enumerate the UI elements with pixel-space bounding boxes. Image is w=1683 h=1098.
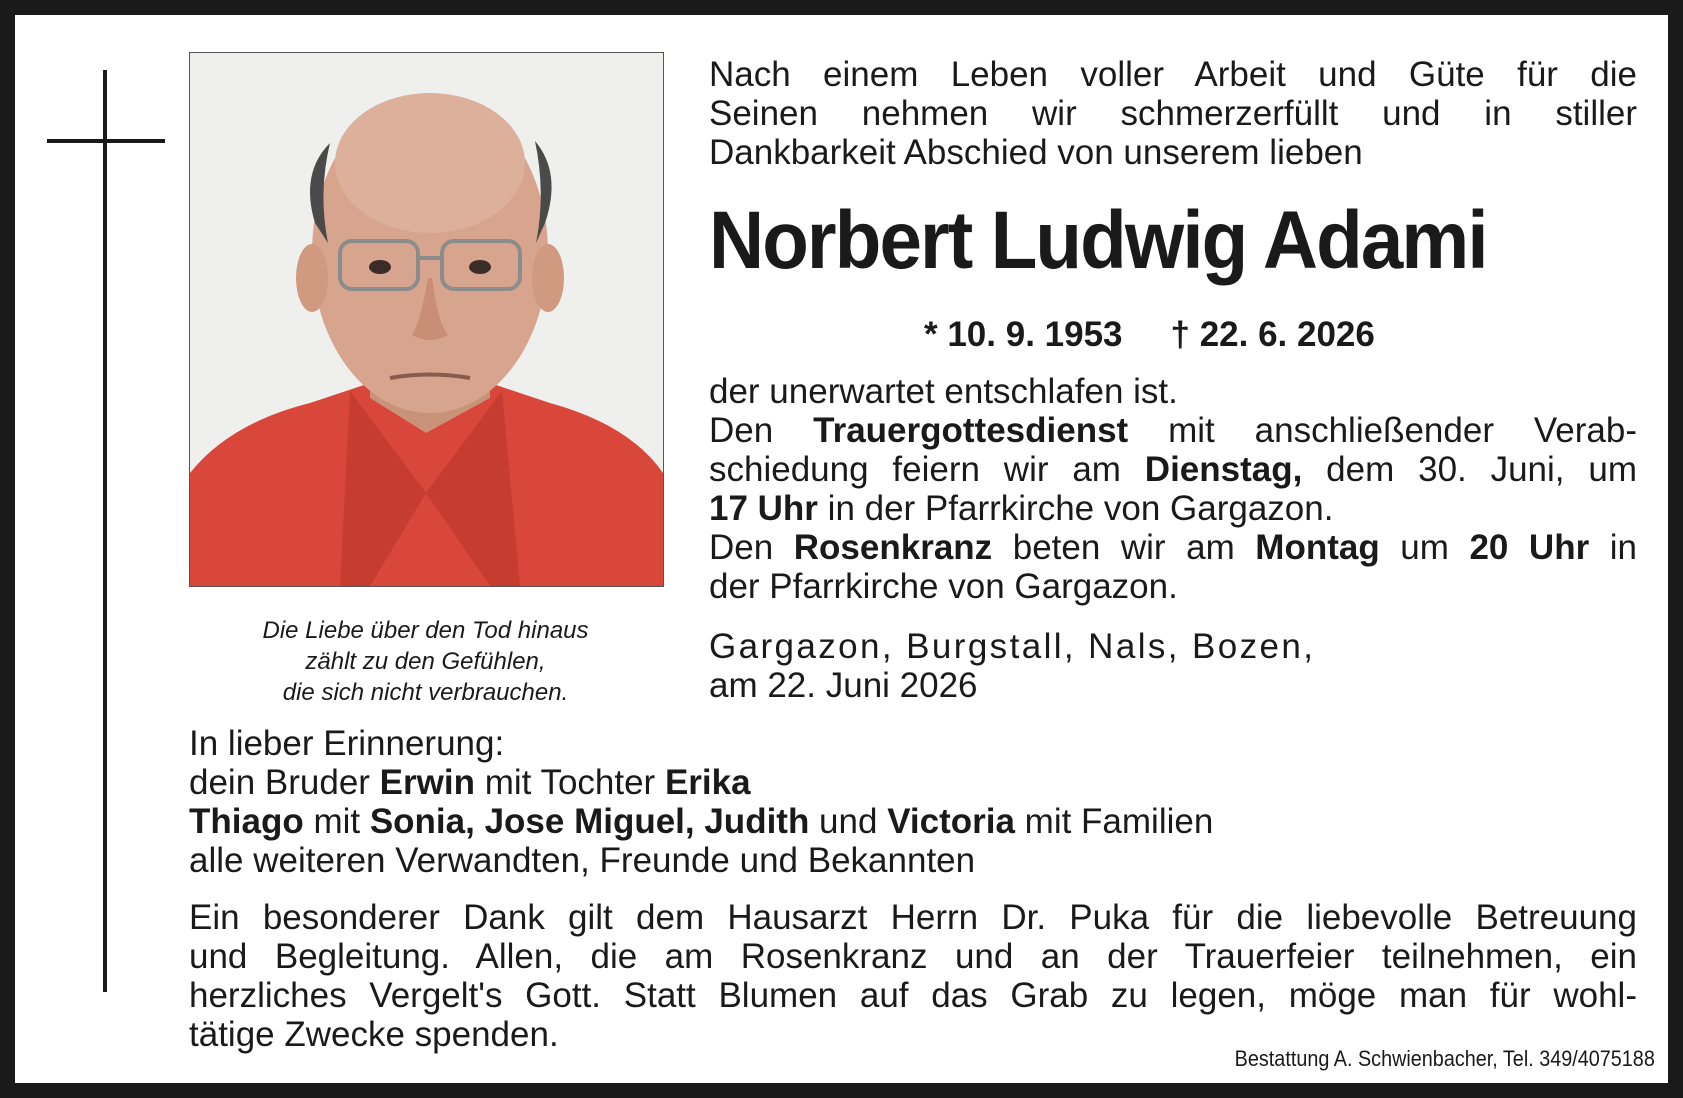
- caption-line: zählt zu den Gefühlen,: [305, 648, 546, 675]
- place-line: Gargazon, Burgstall, Nals, Bozen,: [709, 627, 1316, 666]
- thanks-line: Ein besonderer Dank gilt dem Hausarzt Herrn Dr. Puka für die liebevolle Betreuung: [189, 898, 1637, 937]
- thanks-line: tätige Zwecke spenden.: [189, 1015, 559, 1054]
- caption-line: Die Liebe über den Tod hinaus: [262, 617, 589, 644]
- announcement-line: 17 Uhr in der Pfarrkirche von Gargazon.: [709, 489, 1334, 528]
- announcement-line: der Pfarrkirche von Gargazon.: [709, 567, 1178, 606]
- announcement-line: schiedung feiern wir am Dienstag, dem 30. Juni, um: [709, 450, 1637, 489]
- photo-caption: [189, 615, 662, 708]
- death-date: † 22. 6. 2026: [1170, 315, 1375, 354]
- announcement-text: [709, 372, 1637, 606]
- date-line: am 22. Juni 2026: [709, 666, 978, 705]
- cross-icon-bar: [47, 139, 165, 143]
- mourners-list: [189, 724, 1639, 880]
- thanks-line: und Begleitung. Allen, die am Rosenkranz und an der Trauerfeier teilnehmen, ein: [189, 937, 1637, 976]
- announcement-line: Den Trauergottesdienst mit anschließender Verab-: [709, 411, 1637, 450]
- place-date: [709, 627, 1637, 705]
- mourners-heading: In lieber Erinnerung:: [189, 724, 505, 763]
- mourners-line: alle weiteren Verwandten, Freunde und Bekannten: [189, 841, 976, 880]
- cross-icon: [103, 70, 107, 992]
- intro-line: Seinen nehmen wir schmerzerfüllt und in stiller: [709, 94, 1637, 133]
- undertaker-contact: Bestattung A. Schwienbacher, Tel. 349/4075188: [1234, 1046, 1655, 1071]
- thanks-text: [189, 898, 1637, 1054]
- intro-line: Nach einem Leben voller Arbeit und Güte für die: [709, 55, 1637, 94]
- announcement-line: Den Rosenkranz beten wir am Montag um 20 Uhr in: [709, 528, 1638, 567]
- caption-line: die sich nicht verbrauchen.: [282, 679, 569, 706]
- mourners-line: Thiago mit Sonia, Jose Miguel, Judith und Victoria mit Familien: [189, 802, 1214, 841]
- deceased-name: Norbert Ludwig Adami: [709, 195, 1487, 286]
- announcement-line: der unerwartet entschlafen ist.: [709, 372, 1178, 411]
- intro-text: [709, 55, 1637, 172]
- birth-date: * 10. 9. 1953: [924, 315, 1123, 354]
- mourners-line: dein Bruder Erwin mit Tochter Erika: [189, 763, 751, 802]
- portrait-photo: [189, 52, 664, 587]
- intro-line: Dankbarkeit Abschied von unserem lieben: [709, 133, 1363, 172]
- life-dates: [924, 315, 1375, 355]
- thanks-line: herzliches Vergelt's Gott. Statt Blumen auf das Grab zu legen, möge man für wohl-: [189, 976, 1637, 1015]
